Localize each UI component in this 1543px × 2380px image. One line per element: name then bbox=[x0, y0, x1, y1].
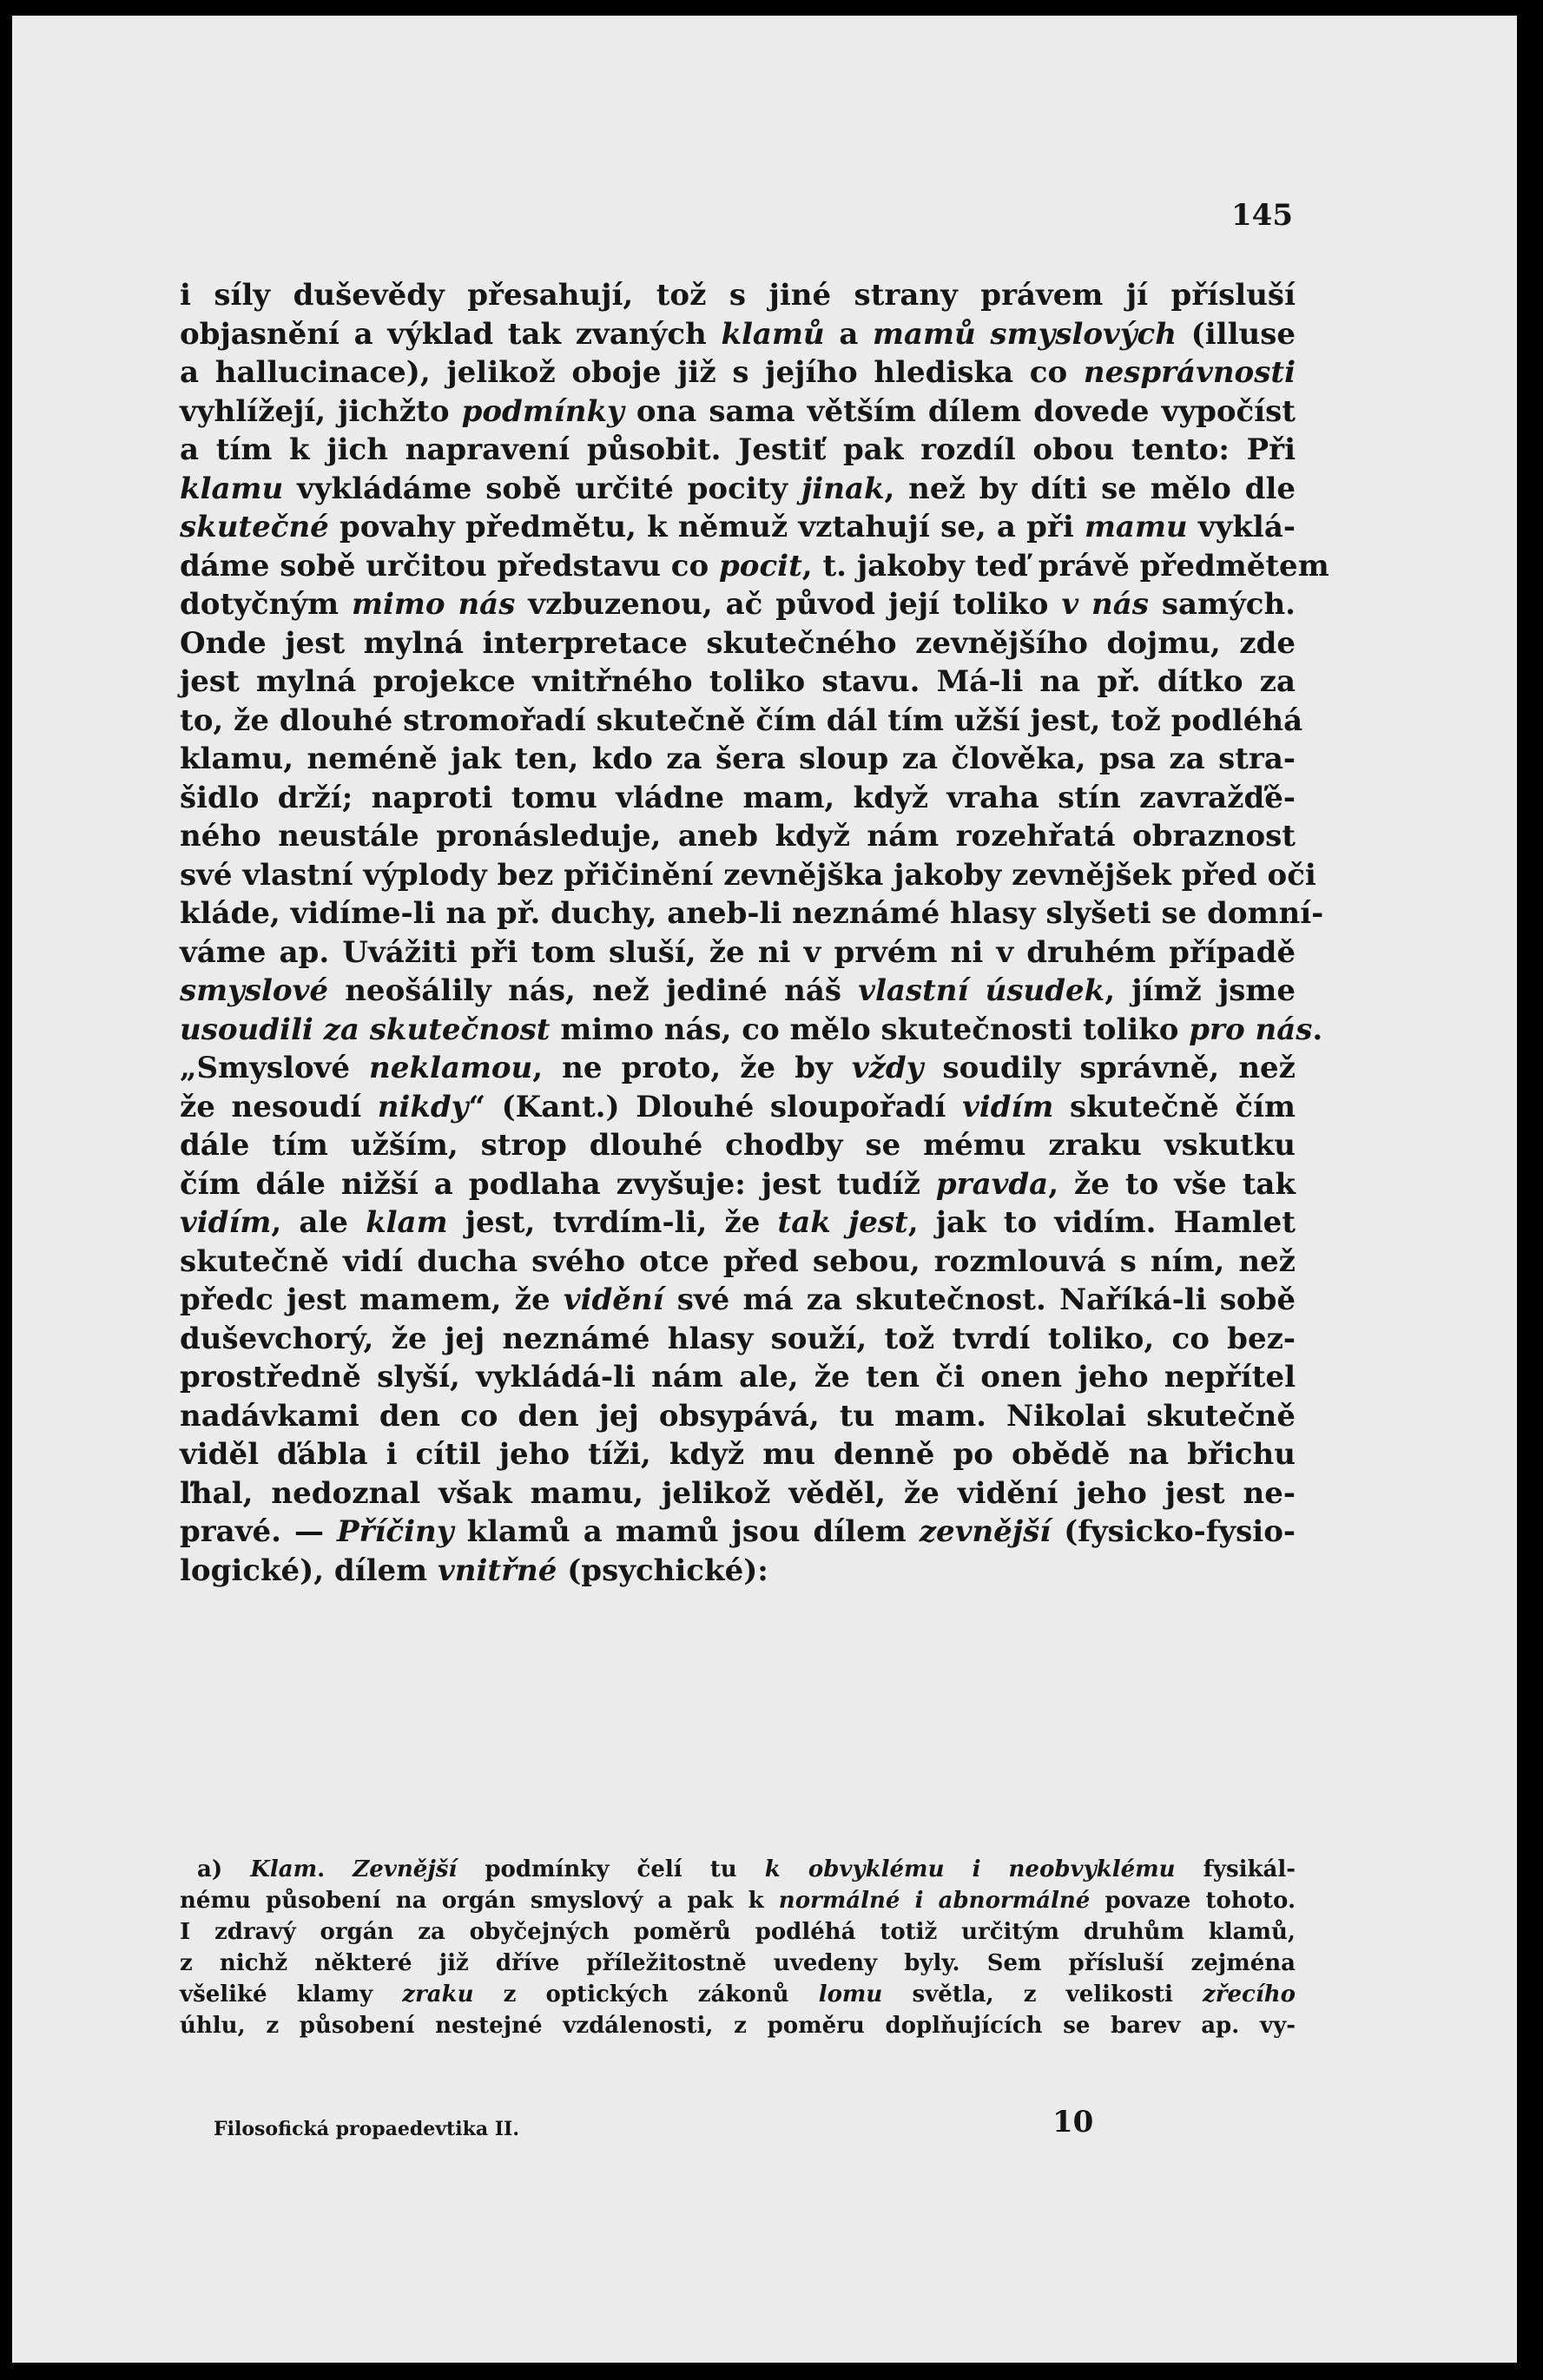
sheet-number: 10 bbox=[1052, 2105, 1094, 2139]
note-line: nému působení na orgán smyslový a pak k normálné i abnormálné povaze tohoto. bbox=[180, 1888, 1296, 1914]
text-line: smyslové neošálily nás, než jediné náš vlastní úsudek, jímž jsme bbox=[180, 973, 1296, 1008]
text-line: kláde, vidíme-li na př. duchy, aneb-li neznámé hlasy slyšeti se domní- bbox=[180, 896, 1324, 931]
text-line: Onde jest mylná interpretace skutečného zevnějšího dojmu, zde bbox=[180, 625, 1296, 661]
text-line: viděl ďábla i cítil jeho tíži, když mu denně po obědě na břichu bbox=[180, 1437, 1296, 1472]
text-line: čím dále nižší a podlaha zvyšuje: jest tudíž pravda, že to vše tak bbox=[180, 1166, 1296, 1202]
text-line: dále tím užším, strop dlouhé chodby se mému zraku vskutku bbox=[180, 1128, 1296, 1163]
text-line: jest mylná projekce vnitřného toliko stavu. Má-li na př. dítko za bbox=[180, 664, 1296, 699]
text-line: že nesoudí nikdy“ (Kant.) Dlouhé sloupořadí vidím skutečně čím bbox=[180, 1089, 1296, 1124]
text-line: dáme sobě určitou představu co pocit, t. jakoby teď právě předmětem bbox=[180, 548, 1329, 583]
signature-mark: Filosofická propaedevtika II. bbox=[214, 2118, 519, 2140]
text-line: „Smyslové neklamou, ne proto, že by vždy soudily správně, než bbox=[180, 1051, 1296, 1085]
text-line: a tím k jich napravení působit. Jestiť pak rozdíl obou tento: Při bbox=[180, 432, 1296, 467]
note-line: I zdravý orgán za obyčejných poměrů podléhá totiž určitým druhům klamů, bbox=[180, 1919, 1296, 1945]
note-line: a) Klam. Zevnější podmínky čelí tu k obvyklému i neobvyklému fysikál- bbox=[197, 1856, 1296, 1882]
page-number: 145 bbox=[1231, 198, 1293, 233]
text-line: skutečně vidí ducha svého otce před sebou, rozmlouvá s ním, než bbox=[180, 1243, 1296, 1279]
text-line: klamu, neméně jak ten, kdo za šera sloup za člověka, psa za stra- bbox=[180, 742, 1296, 776]
text-line: vidím, ale klam jest, tvrdím-li, že tak jest, jak to vidím. Hamlet bbox=[180, 1205, 1296, 1240]
note-line: úhlu, z působení nestejné vzdálenosti, z poměru doplňujících se barev ap. vy- bbox=[180, 2013, 1296, 2039]
text-line: prostředně slyší, vykládá-li nám ale, že ten či onen jeho nepřítel bbox=[180, 1360, 1296, 1394]
small-print-note bbox=[180, 1854, 1296, 2041]
text-line: vyhlížejí, jichžto podmínky ona sama větším dílem dovede vypočíst bbox=[180, 393, 1296, 429]
text-line: logické), dílem vnitřné (psychické): bbox=[180, 1553, 768, 1588]
text-line: své vlastní výplody bez přičinění zevnějška jakoby zevnějšek před oči bbox=[180, 857, 1316, 893]
text-line: a hallucinace), jelikož oboje již s jejího hlediska co nesprávnosti bbox=[180, 355, 1296, 390]
text-line: usoudili za skutečnost mimo nás, co mělo skutečnosti toliko pro nás. bbox=[180, 1012, 1323, 1047]
text-line: duševchorý, že jej neznámé hlasy souží, tož tvrdí toliko, co bez- bbox=[180, 1321, 1296, 1356]
text-line: objasnění a výklad tak zvaných klamů a mamů smyslových (illuse bbox=[180, 316, 1296, 352]
text-line: pravé. — Příčiny klamů a mamů jsou dílem zevnější (fysicko-fysio- bbox=[180, 1514, 1296, 1549]
text-line: šidlo drží; naproti tomu vládne mam, když vraha stín zavražďě- bbox=[180, 780, 1296, 815]
text-line: i síly duševědy přesahují, tož s jiné strany právem jí přísluší bbox=[180, 278, 1296, 313]
main-text-block bbox=[180, 276, 1329, 1590]
note-line: všeliké klamy zraku z optických zákonů lomu světla, z velikosti zřecího bbox=[180, 1981, 1296, 2008]
book-page bbox=[12, 16, 1517, 2363]
text-line: ľhal, nedoznal však mamu, jelikož věděl, že vidění jeho jest ne- bbox=[180, 1475, 1296, 1511]
text-line: dotyčným mimo nás vzbuzenou, ač původ její toliko v nás samých. bbox=[180, 587, 1296, 622]
text-line: skutečné povahy předmětu, k němuž vztahují se, a při mamu vyklá- bbox=[180, 510, 1296, 544]
text-line: ného neustále pronásleduje, aneb když nám rozehřatá obraznost bbox=[180, 819, 1296, 854]
note-line: z nichž některé již dříve příležitostně uvedeny byly. Sem přísluší zejména bbox=[180, 1950, 1296, 1976]
text-line: předc jest mamem, že vidění své má za skutečnost. Naříká-li sobě bbox=[180, 1282, 1296, 1317]
text-line: klamu vykládáme sobě určité pocity jinak, než by díti se mělo dle bbox=[180, 471, 1296, 506]
text-line: nadávkami den co den jej obsypává, tu mam. Nikolai skutečně bbox=[180, 1398, 1296, 1434]
text-line: to, že dlouhé stromořadí skutečně čím dál tím užší jest, tož podléhá bbox=[180, 702, 1303, 738]
text-line: váme ap. Uvážiti při tom sluší, že ni v prvém ni v druhém případě bbox=[180, 934, 1296, 970]
